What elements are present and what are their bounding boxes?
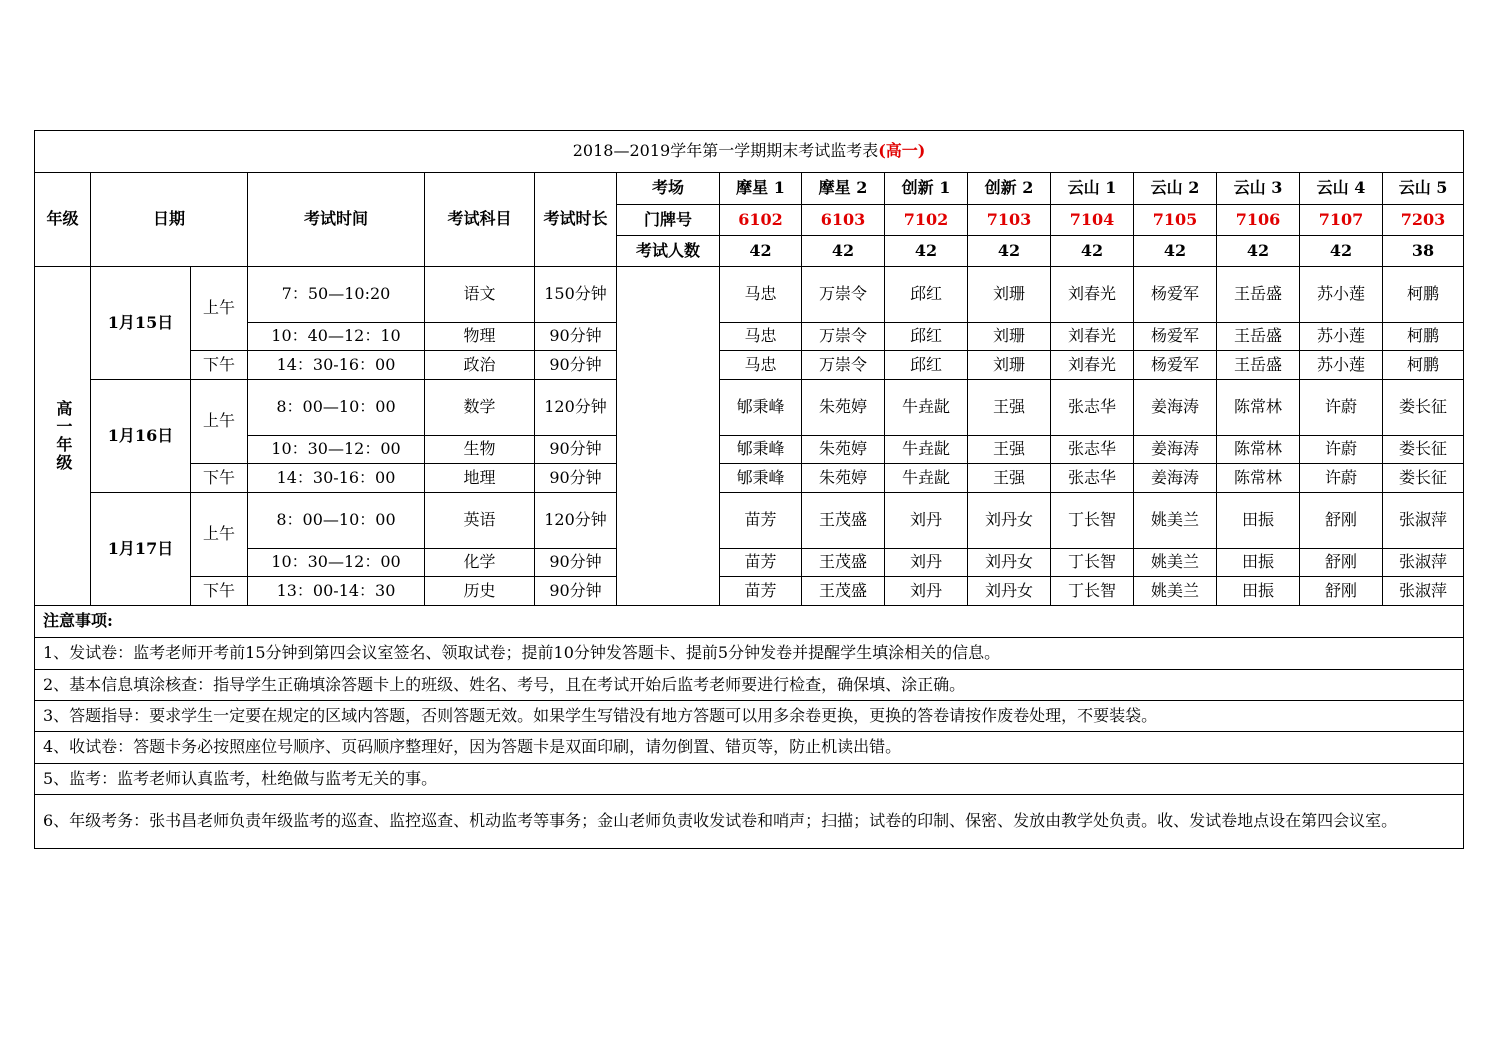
invigilator-name: 田振 (1217, 493, 1300, 549)
session-subject: 数学 (425, 380, 535, 436)
invigilator-name: 邱红 (885, 351, 968, 380)
invigilator-name: 朱苑婷 (802, 436, 885, 464)
notes-heading: 注意事项: (35, 606, 1464, 638)
header-grade: 年级 (35, 173, 91, 267)
invigilator-name: 刘丹 (885, 549, 968, 577)
invigilator-name: 万崇令 (802, 267, 885, 323)
session-subject: 英语 (425, 493, 535, 549)
pm-label: 下午 (191, 351, 248, 380)
invigilator-name: 王岳盛 (1217, 351, 1300, 380)
invigilator-name: 郇秉峰 (720, 380, 802, 436)
title-row (35, 131, 1464, 173)
invigilator-name: 张淑萍 (1383, 577, 1464, 606)
session-duration: 90分钟 (535, 549, 617, 577)
room-count: 42 (1300, 236, 1383, 267)
session-subject: 生物 (425, 436, 535, 464)
note-item: 1、发试卷：监考老师开考前15分钟到第四会议室签名、领取试卷；提前10分钟发答题卡、提前5分钟发卷并提醒学生填涂相关的信息。 (35, 638, 1464, 670)
invigilator-name: 邱红 (885, 267, 968, 323)
session-subject: 化学 (425, 549, 535, 577)
invigilator-name: 王茂盛 (802, 549, 885, 577)
invigilator-name: 许蔚 (1300, 380, 1383, 436)
session-duration: 90分钟 (535, 351, 617, 380)
session-subject: 地理 (425, 464, 535, 493)
invigilator-name: 杨爱军 (1134, 351, 1217, 380)
invigilator-name: 王强 (968, 436, 1051, 464)
table-row (35, 351, 1464, 380)
invigilator-name: 丁长智 (1051, 493, 1134, 549)
invigilator-name: 娄长征 (1383, 464, 1464, 493)
pm-label: 下午 (191, 577, 248, 606)
invigilator-name: 苗芳 (720, 493, 802, 549)
invigilator-name: 娄长征 (1383, 380, 1464, 436)
day-date: 1月17日 (91, 493, 191, 606)
header-time: 考试时间 (248, 173, 425, 267)
invigilator-name: 陈常林 (1217, 380, 1300, 436)
note-item: 3、答题指导：要求学生一定要在规定的区域内答题，否则答题无效。如果学生写错没有地方答题可以用多余卷更换，更换的答卷请按作废卷处理，不要装袋。 (35, 701, 1464, 732)
invigilator-name: 朱苑婷 (802, 380, 885, 436)
invigilator-name: 许蔚 (1300, 436, 1383, 464)
invigilator-name: 刘丹 (885, 577, 968, 606)
invigilator-name: 舒刚 (1300, 549, 1383, 577)
invigilator-name: 苏小莲 (1300, 267, 1383, 323)
session-duration: 150分钟 (535, 267, 617, 323)
title-main: 2018—2019学年第一学期期末考试监考表 (572, 141, 879, 161)
room-name: 云山 4 (1300, 173, 1383, 205)
note-row (35, 701, 1464, 732)
invigilator-name: 杨爱军 (1134, 267, 1217, 323)
room-count: 42 (885, 236, 968, 267)
invigilator-name: 郇秉峰 (720, 464, 802, 493)
header-date: 日期 (91, 173, 248, 267)
room-door: 7203 (1383, 205, 1464, 236)
invigilator-name: 田振 (1217, 549, 1300, 577)
table-row (35, 267, 1464, 323)
session-time: 10：40—12：10 (248, 323, 425, 351)
invigilator-name: 马忠 (720, 351, 802, 380)
room-door: 7104 (1051, 205, 1134, 236)
room-count: 42 (1217, 236, 1300, 267)
am-label: 上午 (191, 493, 248, 577)
invigilator-name: 姚美兰 (1134, 577, 1217, 606)
invigilator-name: 丁长智 (1051, 577, 1134, 606)
invigilator-name: 张志华 (1051, 436, 1134, 464)
session-time: 14：30-16：00 (248, 464, 425, 493)
session-subject: 历史 (425, 577, 535, 606)
note-row (35, 670, 1464, 701)
invigilator-name: 姚美兰 (1134, 493, 1217, 549)
room-count: 42 (1051, 236, 1134, 267)
invigilator-name: 万崇令 (802, 351, 885, 380)
invigilator-name: 柯鹏 (1383, 267, 1464, 323)
blank-room-column (617, 267, 720, 606)
session-duration: 120分钟 (535, 380, 617, 436)
session-time: 10：30—12：00 (248, 436, 425, 464)
note-item: 6、年级考务：张书昌老师负责年级监考的巡查、监控巡查、机动监考等事务；金山老师负责收发试卷和哨声；扫描；试卷的印制、保密、发放由教学处负责。收、发试卷地点设在第四会议室。 (35, 795, 1464, 849)
invigilator-name: 张志华 (1051, 464, 1134, 493)
invigilator-name: 邱红 (885, 323, 968, 351)
invigilator-name: 马忠 (720, 323, 802, 351)
header-subject: 考试科目 (425, 173, 535, 267)
header-row-room (35, 173, 1464, 205)
table-row (35, 464, 1464, 493)
invigilator-name: 王茂盛 (802, 493, 885, 549)
invigilator-name: 姜海涛 (1134, 464, 1217, 493)
invigilator-name: 王强 (968, 464, 1051, 493)
table-title (35, 131, 1464, 173)
note-item: 4、收试卷：答题卡务必按照座位号顺序、页码顺序整理好，因为答题卡是双面印刷，请勿倒置、错页等，防止机读出错。 (35, 732, 1464, 764)
day-date: 1月15日 (91, 267, 191, 380)
invigilator-name: 苗芳 (720, 549, 802, 577)
session-time: 8：00—10：00 (248, 380, 425, 436)
invigilator-name: 陈常林 (1217, 436, 1300, 464)
invigilator-name: 杨爱军 (1134, 323, 1217, 351)
invigilator-name: 舒刚 (1300, 577, 1383, 606)
invigilator-name: 柯鹏 (1383, 323, 1464, 351)
note-row (35, 795, 1464, 849)
table-row (35, 323, 1464, 351)
room-door: 7103 (968, 205, 1051, 236)
room-name: 创新 2 (968, 173, 1051, 205)
invigilator-name: 许蔚 (1300, 464, 1383, 493)
invigilator-name: 张志华 (1051, 380, 1134, 436)
room-count: 42 (720, 236, 802, 267)
day-date: 1月16日 (91, 380, 191, 493)
invigilator-name: 王茂盛 (802, 577, 885, 606)
invigilator-name: 马忠 (720, 267, 802, 323)
room-name: 云山 3 (1217, 173, 1300, 205)
session-subject: 语文 (425, 267, 535, 323)
room-count: 42 (968, 236, 1051, 267)
session-time: 8：00—10：00 (248, 493, 425, 549)
session-duration: 90分钟 (535, 323, 617, 351)
table-row (35, 493, 1464, 549)
room-door: 6102 (720, 205, 802, 236)
invigilator-name: 张淑萍 (1383, 549, 1464, 577)
invigilator-name: 田振 (1217, 577, 1300, 606)
pm-label: 下午 (191, 464, 248, 493)
session-duration: 120分钟 (535, 493, 617, 549)
room-name: 云山 2 (1134, 173, 1217, 205)
session-time: 14：30-16：00 (248, 351, 425, 380)
session-time: 10：30—12：00 (248, 549, 425, 577)
invigilator-name: 苏小莲 (1300, 323, 1383, 351)
session-duration: 90分钟 (535, 464, 617, 493)
invigilator-name: 姚美兰 (1134, 549, 1217, 577)
invigilator-name: 刘珊 (968, 267, 1051, 323)
invigilator-name: 牛垚龀 (885, 436, 968, 464)
invigilator-name: 刘丹女 (968, 577, 1051, 606)
header-door-label: 门牌号 (617, 205, 720, 236)
invigilator-name: 姜海涛 (1134, 436, 1217, 464)
table-row (35, 549, 1464, 577)
invigilator-name: 娄长征 (1383, 436, 1464, 464)
room-door: 6103 (802, 205, 885, 236)
note-row (35, 638, 1464, 670)
invigilator-name: 刘丹 (885, 493, 968, 549)
room-door: 7105 (1134, 205, 1217, 236)
session-time: 7：50—10:20 (248, 267, 425, 323)
invigilator-name: 刘珊 (968, 351, 1051, 380)
am-label: 上午 (191, 380, 248, 464)
invigilator-name: 刘丹女 (968, 549, 1051, 577)
invigilator-name: 王岳盛 (1217, 323, 1300, 351)
title-grade: (高一) (878, 141, 926, 161)
header-duration: 考试时长 (535, 173, 617, 267)
session-subject: 政治 (425, 351, 535, 380)
invigilator-name: 刘春光 (1051, 267, 1134, 323)
room-count: 38 (1383, 236, 1464, 267)
room-door: 7102 (885, 205, 968, 236)
invigilator-name: 牛垚龀 (885, 380, 968, 436)
invigilator-name: 牛垚龀 (885, 464, 968, 493)
grade-name: 高一年级 (35, 267, 91, 606)
invigilator-name: 丁长智 (1051, 549, 1134, 577)
room-name: 云山 1 (1051, 173, 1134, 205)
invigilator-name: 苏小莲 (1300, 351, 1383, 380)
invigilator-name: 万崇令 (802, 323, 885, 351)
notes-heading-row (35, 606, 1464, 638)
room-door: 7106 (1217, 205, 1300, 236)
table-row (35, 436, 1464, 464)
invigilator-name: 刘春光 (1051, 323, 1134, 351)
room-count: 42 (802, 236, 885, 267)
invigilator-name: 朱苑婷 (802, 464, 885, 493)
header-count-label: 考试人数 (617, 236, 720, 267)
invigilator-name: 柯鹏 (1383, 351, 1464, 380)
invigilator-name: 张淑萍 (1383, 493, 1464, 549)
invigilator-name: 王岳盛 (1217, 267, 1300, 323)
invigilator-name: 陈常林 (1217, 464, 1300, 493)
room-name: 云山 5 (1383, 173, 1464, 205)
invigilator-name: 刘春光 (1051, 351, 1134, 380)
room-name: 摩星 1 (720, 173, 802, 205)
session-duration: 90分钟 (535, 436, 617, 464)
invigilator-name: 郇秉峰 (720, 436, 802, 464)
session-time: 13：00-14：30 (248, 577, 425, 606)
room-door: 7107 (1300, 205, 1383, 236)
header-room-label: 考场 (617, 173, 720, 205)
invigilation-table (34, 130, 1464, 849)
invigilator-name: 刘丹女 (968, 493, 1051, 549)
room-name: 摩星 2 (802, 173, 885, 205)
note-item: 5、监考：监考老师认真监考，杜绝做与监考无关的事。 (35, 764, 1464, 795)
room-name: 创新 1 (885, 173, 968, 205)
table-row (35, 380, 1464, 436)
invigilator-name: 苗芳 (720, 577, 802, 606)
am-label: 上午 (191, 267, 248, 351)
note-row (35, 764, 1464, 795)
invigilator-name: 姜海涛 (1134, 380, 1217, 436)
invigilator-name: 舒刚 (1300, 493, 1383, 549)
note-item: 2、基本信息填涂核查：指导学生正确填涂答题卡上的班级、姓名、考号，且在考试开始后监考老师要进行检查，确保填、涂正确。 (35, 670, 1464, 701)
invigilator-name: 刘珊 (968, 323, 1051, 351)
room-count: 42 (1134, 236, 1217, 267)
invigilator-name: 王强 (968, 380, 1051, 436)
table-row (35, 577, 1464, 606)
session-duration: 90分钟 (535, 577, 617, 606)
session-subject: 物理 (425, 323, 535, 351)
note-row (35, 732, 1464, 764)
